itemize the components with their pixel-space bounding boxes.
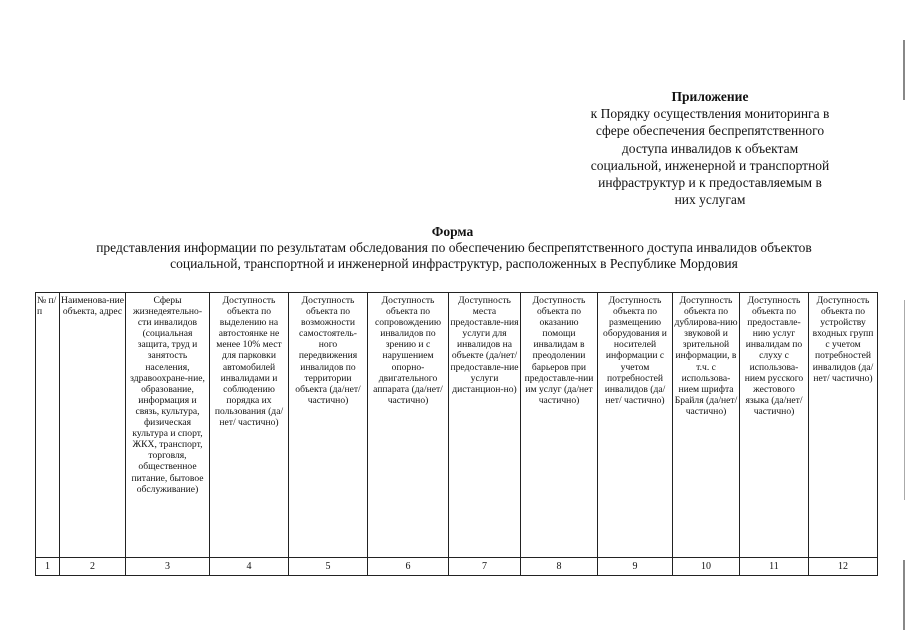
column-number: 12	[809, 558, 878, 576]
header-cell: Доступность объекта по оказанию помощи инвалидам в преодолении барьеров при предоставле-нии им услуг (да/нет частично)	[521, 293, 598, 558]
column-number: 7	[449, 558, 521, 576]
column-number: 2	[60, 558, 126, 576]
monitoring-table	[35, 292, 878, 576]
appendix-line: сфере обеспечения беспрепятственного	[595, 123, 825, 139]
column-number: 1	[36, 558, 60, 576]
header-cell: Доступность объекта по дублирова-нию звуковой и зрительной информации, в т.ч. с использова-нием шрифта Брайля (да/нет/ частично)	[673, 293, 740, 558]
number-row	[36, 558, 878, 576]
appendix-line: инфраструктур и к предоставляемым в	[598, 175, 822, 191]
appendix-line: социальной, инженерной и транспортной	[590, 157, 830, 173]
column-number: 11	[740, 558, 809, 576]
header-cell: Сферы жизнедеятельно-сти инвалидов (социальная защита, труд и занятость населения, здравоохране-ние, образование, информация и связь, культура, физическая культура и спорт, ЖКХ, транспорт, торговля, общественное питание, бытовое обслуживание)	[126, 293, 210, 558]
column-number: 10	[673, 558, 740, 576]
header-cell: Наименова-ние объекта, адрес	[60, 293, 126, 558]
appendix-line: доступа инвалидов к объектам	[621, 140, 799, 156]
header-cell: Доступность объекта по возможности самостоятель-ного передвижения инвалидов по территории объекта (да/нет/ частично)	[289, 293, 368, 558]
header-cell: Доступность объекта по предоставле-нию услуг инвалидам по слуху с использова-нием русского жестового языка (да/нет/ частично)	[740, 293, 809, 558]
header-cell: Доступность объекта по устройству входных групп с учетом потребностей инвалидов (да/нет/ частично)	[809, 293, 878, 558]
form-title: Форма	[431, 224, 474, 239]
column-number: 6	[368, 558, 449, 576]
column-number: 8	[521, 558, 598, 576]
column-number: 9	[598, 558, 673, 576]
header-cell: Доступность объекта по выделению на автостоянке не менее 10% мест для парковки автомобилей инвалидами и соблюдению порядка их пользования (да/нет/ частично)	[210, 293, 289, 558]
header-cell: Доступность объекта по сопровождению инвалидов по зрению и с нарушением опорно-двигательного аппарата (да/нет/ частично)	[368, 293, 449, 558]
appendix-block	[560, 88, 860, 208]
column-number: 4	[210, 558, 289, 576]
header-cell: № п/п	[36, 293, 60, 558]
appendix-line: к Порядку осуществления мониторинга в	[590, 106, 830, 122]
header-cell: Доступность места предоставле-ния услуги для инвалидов на объекте (да/нет/ предоставле-ние услуги дистанцион-но)	[449, 293, 521, 558]
header-row	[36, 293, 878, 558]
column-number: 5	[289, 558, 368, 576]
column-number: 3	[126, 558, 210, 576]
appendix-line: них услугам	[674, 192, 746, 208]
header-cell: Доступность объекта по размещению оборудования и носителей информации с учетом потребностей инвалидов (да/нет/ частично)	[598, 293, 673, 558]
form-subtitle: представления информации по результатам обследования по обеспечению беспрепятственного доступа инвалидов объектов социальной, транспортной и инженерной инфраструктур, расположенных в Республике Мордовия	[96, 240, 812, 271]
appendix-title: Приложение	[671, 89, 749, 104]
